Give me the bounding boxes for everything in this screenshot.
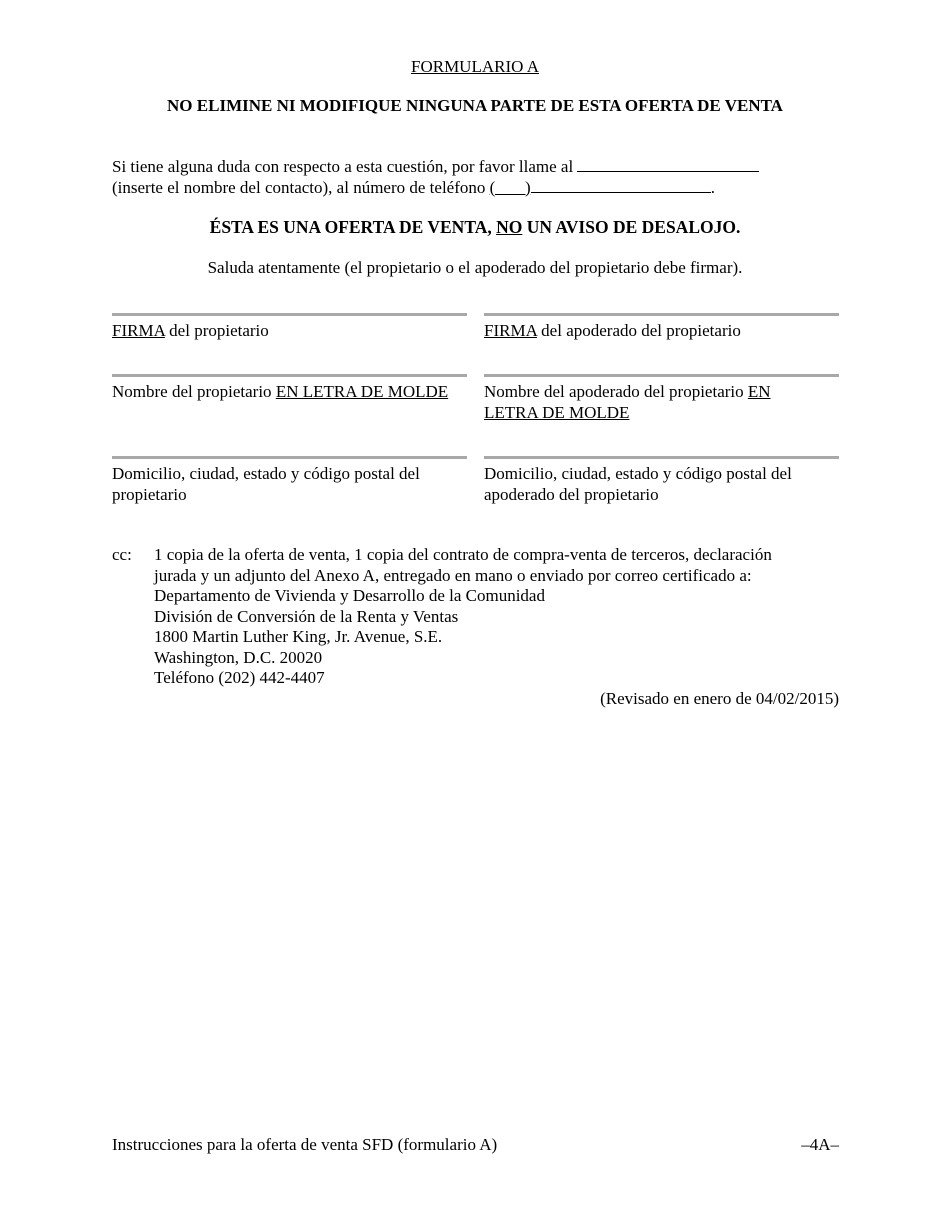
owner-name-label xyxy=(112,381,468,402)
warning-heading: NO ELIMINE NI MODIFIQUE NINGUNA PARTE DE ESTA OFERTA DE VENTA xyxy=(167,96,783,115)
footer-title: Instrucciones para la oferta de venta SFD (formulario A) xyxy=(112,1135,498,1154)
contact-period: . xyxy=(710,177,715,197)
notice-heading xyxy=(0,217,950,238)
owner-firma: FIRMA xyxy=(112,321,165,340)
owner-signature-label xyxy=(112,320,468,341)
agent-name-label xyxy=(484,381,840,423)
closing-line: Saluda atentamente (el propietario o el apoderado del propietario debe firmar). xyxy=(207,258,743,277)
owner-name-text: Nombre del propietario xyxy=(112,382,272,401)
page-number: –4A– xyxy=(801,1135,839,1154)
cc-line: jurada y un adjunto del Anexo A, entregado en mano o enviado por correo certificado a: xyxy=(154,565,752,585)
contact-paragraph xyxy=(112,157,759,198)
phone-area-code-blank[interactable]: ( ) xyxy=(489,177,531,197)
cc-line: 1800 Martin Luther King, Jr. Avenue, S.E. xyxy=(154,627,443,646)
agent-name-line[interactable] xyxy=(484,374,839,377)
agent-name-print-2: LETRA DE MOLDE xyxy=(484,403,630,422)
agent-address-label: Domicilio, ciudad, estado y código postal del apoderado del propietario xyxy=(484,464,792,504)
contact-line-2-text: (inserte el nombre del contacto), al número de teléfono xyxy=(112,177,486,197)
revised-date: (Revisado en enero de 04/02/2015) xyxy=(600,689,839,708)
cc-block xyxy=(154,545,844,689)
owner-signature-rest: del propietario xyxy=(169,321,269,340)
contact-name-blank[interactable] xyxy=(577,157,759,172)
notice-no: NO xyxy=(496,217,523,237)
owner-name-print: EN LETRA DE MOLDE xyxy=(275,382,449,401)
owner-signature-line[interactable] xyxy=(112,313,467,316)
owner-address-line[interactable] xyxy=(112,456,467,459)
agent-address-line[interactable] xyxy=(484,456,839,459)
cc-line: Washington, D.C. 20020 xyxy=(154,647,323,667)
owner-name-line[interactable] xyxy=(112,374,467,377)
agent-firma: FIRMA xyxy=(484,321,537,340)
agent-signature-rest: del apoderado del propietario xyxy=(541,321,741,340)
cc-line: Teléfono (202) 442-4407 xyxy=(154,668,325,687)
contact-line-2 xyxy=(112,178,759,199)
owner-address-label: Domicilio, ciudad, estado y código postal del propietario xyxy=(112,464,420,504)
cc-line: 1 copia de la oferta de venta, 1 copia del contrato de compra-venta de terceros, declaración xyxy=(154,545,772,564)
form-title: FORMULARIO A xyxy=(411,57,539,76)
cc-line: Departamento de Vivienda y Desarrollo de la Comunidad xyxy=(154,586,545,605)
agent-signature-line[interactable] xyxy=(484,313,839,316)
cc-line: División de Conversión de la Renta y Ventas xyxy=(154,606,459,626)
agent-name-text: Nombre del apoderado del propietario xyxy=(484,382,744,401)
contact-line-1-text: Si tiene alguna duda con respecto a esta cuestión, por favor llame al xyxy=(112,157,574,176)
cc-label: cc: xyxy=(112,545,132,564)
agent-name-print-1: EN xyxy=(747,382,771,401)
agent-signature-label xyxy=(484,320,840,341)
contact-line-1 xyxy=(112,157,759,178)
notice-part-2: UN AVISO DE DESALOJO. xyxy=(526,217,741,237)
notice-part-1: ÉSTA ES UNA OFERTA DE VENTA, xyxy=(209,217,492,237)
phone-number-blank[interactable] xyxy=(531,178,711,193)
